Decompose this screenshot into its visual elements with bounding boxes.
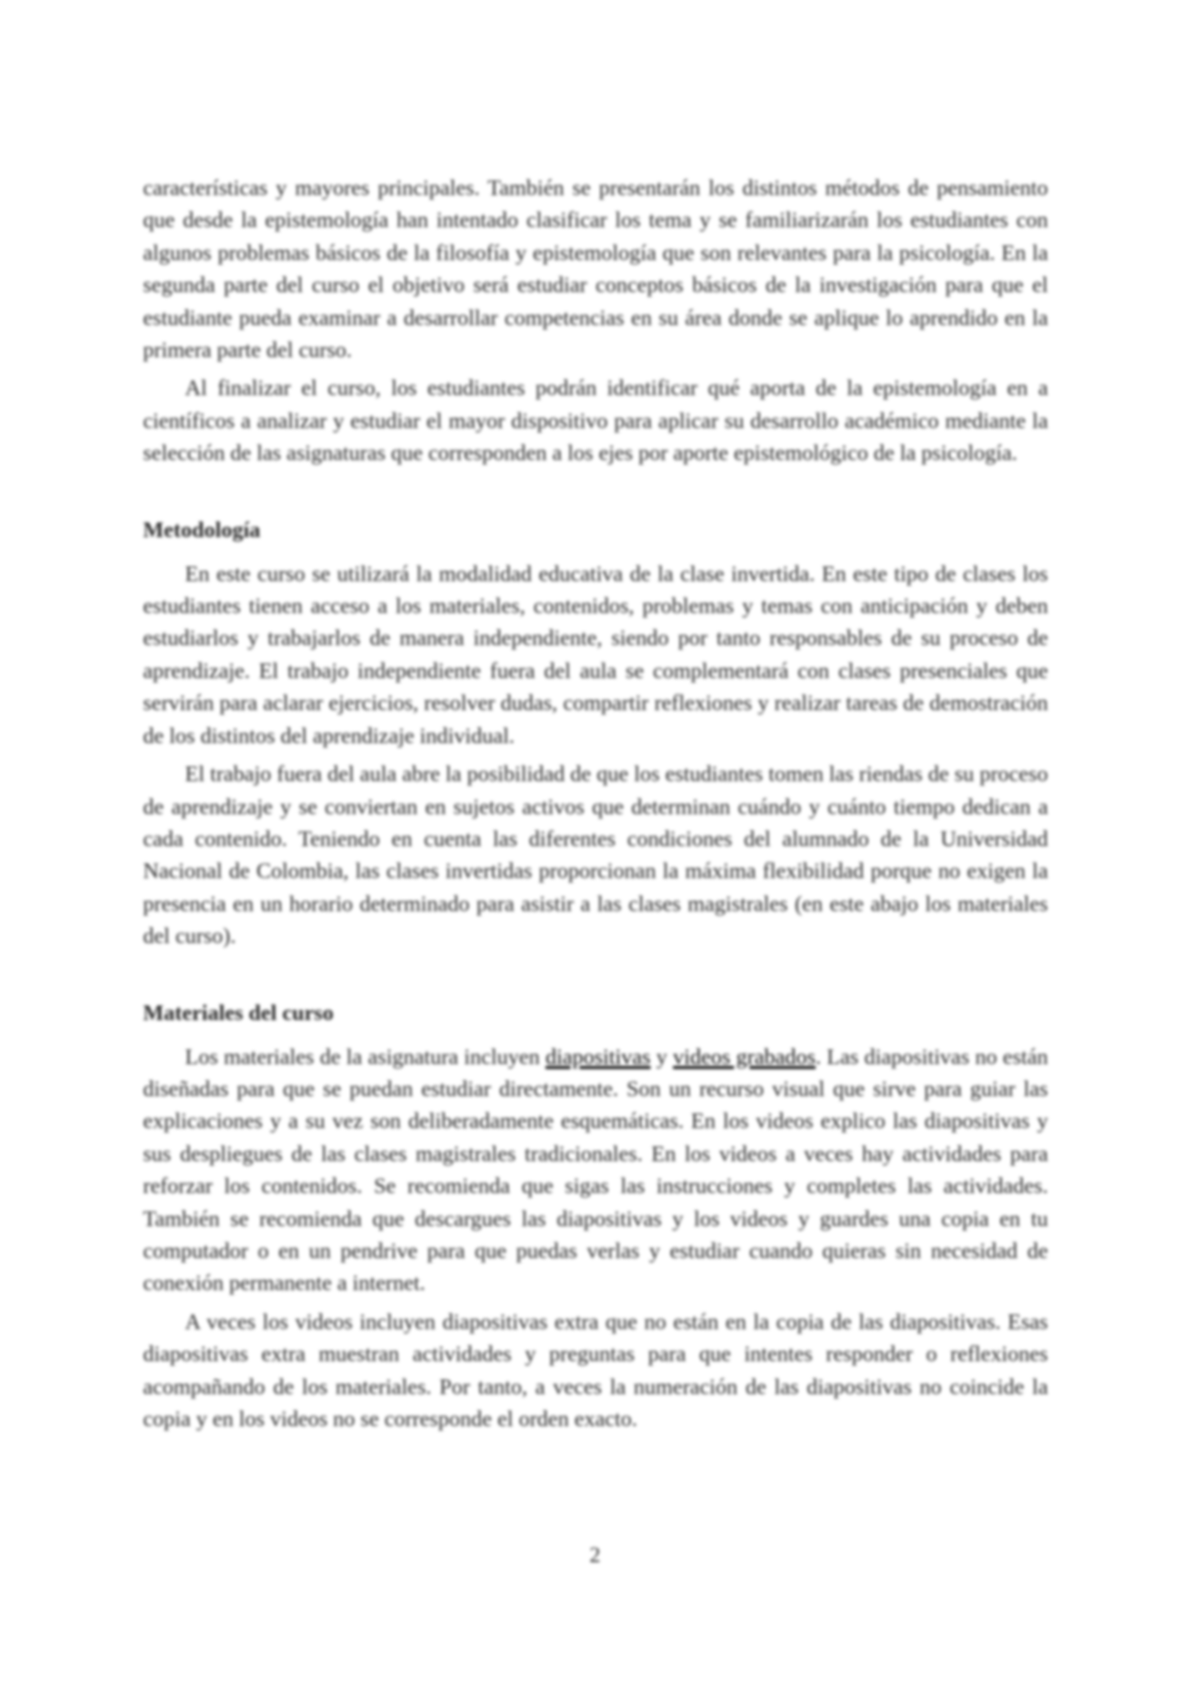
body-paragraph-materials xyxy=(143,1041,1048,1300)
body-paragraph: En este curso se utilizará la modalidad educativa de la clase invertida. En este tipo de clases los estudiantes tienen acceso a los materiales, contenidos, problemas y temas con anticipación y deben estudiarlos y trabajarlos de manera independiente, siendo por tanto responsables de su proceso de aprendizaje. El trabajo independiente fuera del aula se complementará con clases presenciales que servirán para aclarar ejercicios, resolver dudas, compartir reflexiones y realizar tareas de demostración de los distintos del aprendizaje individual. xyxy=(143,560,1048,748)
document-page xyxy=(143,172,1048,1441)
body-paragraph: A veces los videos incluyen diapositivas extra que no están en la copia de las diapositivas. Esas diapositivas extra muestran actividades y preguntas para que intentes responder o reflexiones acompañando de los materiales. Por tanto, a veces la numeración de las diapositivas no coincide la copia y en los videos no se corresponde el orden exacto. xyxy=(143,1308,1048,1431)
body-paragraph: El trabajo fuera del aula abre la posibilidad de que los estudiantes tomen las riendas de su proceso de aprendizaje y se conviertan en sujetos activos que determinan cuándo y cuánto tiempo dedican a cada contenido. Teniendo en cuenta las diferentes condiciones del alumnado de la Universidad Nacional de Colombia, las clases invertidas proporcionan la máxima flexibilidad porque no exigen la presencia en un horario determinado para asistir a las clases magistrales (en este abajo los materiales del curso). xyxy=(143,761,1048,949)
page-number: 2 xyxy=(589,1542,601,1567)
section-spacer xyxy=(143,476,1048,514)
section-heading-methodology: Metodología xyxy=(143,516,261,542)
body-paragraph: Al finalizar el curso, los estudiantes podrán identificar qué aporta de la epistemología en a científicos a analizar y estudiar el mayor dispositivo para aplicar su desarrollo académico mediante la selección de las asignaturas que corresponden a los ejes por aporte epistemológico de la psicología. xyxy=(143,375,1048,466)
paragraph-text: . Las diapositivas no están diseñadas para que se puedan estudiar directamente. Son un recurso visual que sirve para guiar las explicaciones y a su vez son deliberadamente esquemáticas. En los videos explico las diapositivas y sus despliegues de las clases magistrales tradicionales. En los videos a veces hay actividades para reforzar los contenidos. Se recomienda que sigas las instrucciones y completes las actividades. También se recomienda que descargues las diapositivas y los videos y guardes una copia en tu computador o en un pendrive para que puedas verlas y estudiar cuando quieras sin necesidad de conexión permanente a internet. xyxy=(143,1043,1049,1296)
videos-link[interactable]: videos grabados xyxy=(673,1043,816,1069)
paragraph-text: y xyxy=(650,1043,674,1069)
section-heading-materials: Materiales del curso xyxy=(143,999,334,1025)
body-paragraph: características y mayores principales. También se presentarán los distintos métodos de pensamiento que desde la epistemología han intentado clasificar los tema y se familiarizarán los estudiantes con algunos problemas básicos de la filosofía y epistemología que son relevantes para la psicología. En la segunda parte del curso el objetivo será estudiar conceptos básicos de la investigación para que el estudiante pueda examinar a desarrollar competencias en su área donde se aplique lo aprendido en la primera parte del curso. xyxy=(143,175,1048,363)
section-spacer xyxy=(143,959,1048,997)
paragraph-text: Los materiales de la asignatura incluyen xyxy=(185,1043,546,1069)
slides-link[interactable]: diapositivas xyxy=(545,1043,651,1069)
